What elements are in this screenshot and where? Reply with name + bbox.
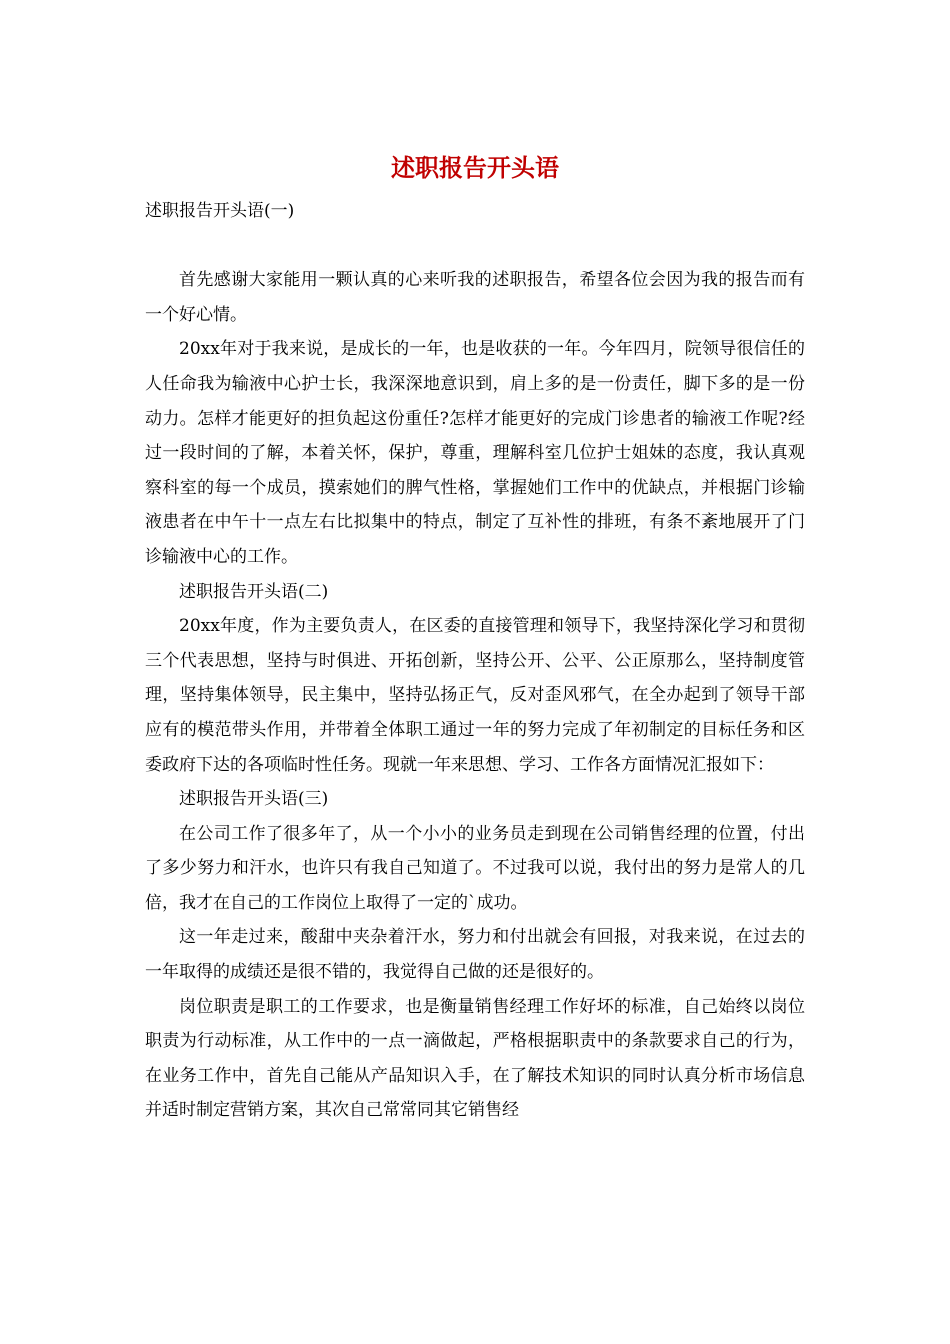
blank-line	[145, 229, 805, 264]
section-heading-1: 述职报告开头语(一)	[145, 201, 295, 221]
body-paragraph: 20xx年对于我来说，是成长的一年，也是收获的一年。今年四月，院领导很信任的人任命我为输液中心护士长，我深深地意识到，肩上多的是一份责任，脚下多的是一份动力。怎样才能更好的担负起这份重任?怎样才能更好的完成门诊患者的输液工作呢?经过一段时间的了解，本着关怀，保护，尊重，理解科室几位护士姐妹的态度，我认真观察科室的每一个成员，摸索她们的脾气性格，掌握她们工作中的优缺点，并根据门诊输液患者在中午十一点左右比拟集中的特点，制定了互补性的排班，有条不紊地展开了门诊输液中心的工作。	[145, 339, 805, 567]
body-paragraph: 在公司工作了很多年了，从一个小小的业务员走到现在公司销售经理的位置，付出了多少努力和汗水，也许只有我自己知道了。不过我可以说，我付出的努力是常人的几倍，我才在自己的工作岗位上取得了一定的`成功。	[145, 823, 805, 913]
body-paragraph: 20xx年度，作为主要负责人，在区委的直接管理和领导下，我坚持深化学习和贯彻三个代表思想，坚持与时俱进、开拓创新，坚持公开、公平、公正原那么，坚持制度管理，坚持集体领导，民主集中，坚持弘扬正气，反对歪风邪气，在全办起到了领导干部应有的模范带头作用，并带着全体职工通过一年的努力完成了年初制定的目标任务和区委政府下达的各项临时性任务。现就一年来思想、学习、工作各方面情况汇报如下：	[145, 616, 805, 775]
document-title: 述职报告开头语	[391, 153, 559, 182]
section-heading-2: 述职报告开头语(二)	[179, 581, 329, 602]
body-paragraph: 首先感谢大家能用一颗认真的心来听我的述职报告，希望各位会因为我的报告而有一个好心情。	[145, 270, 805, 325]
body-paragraph: 这一年走过来，酸甜中夹杂着汗水，努力和付出就会有回报，对我来说，在过去的一年取得的成绩还是很不错的，我觉得自己做的还是很好的。	[145, 927, 805, 983]
section-heading-3: 述职报告开头语(三)	[179, 789, 329, 810]
body-paragraph: 岗位职责是职工的工作要求，也是衡量销售经理工作好坏的标准，自己始终以岗位职责为行动标准，从工作中的一点一滴做起，严格根据职责中的条款要求自己的行为，在业务工作中，首先自己能从产品知识入手，在了解技术知识的同时认真分析市场信息并适时制定营销方案，其次自己常常同其它销售经	[145, 996, 805, 1121]
document-body	[145, 194, 805, 1128]
